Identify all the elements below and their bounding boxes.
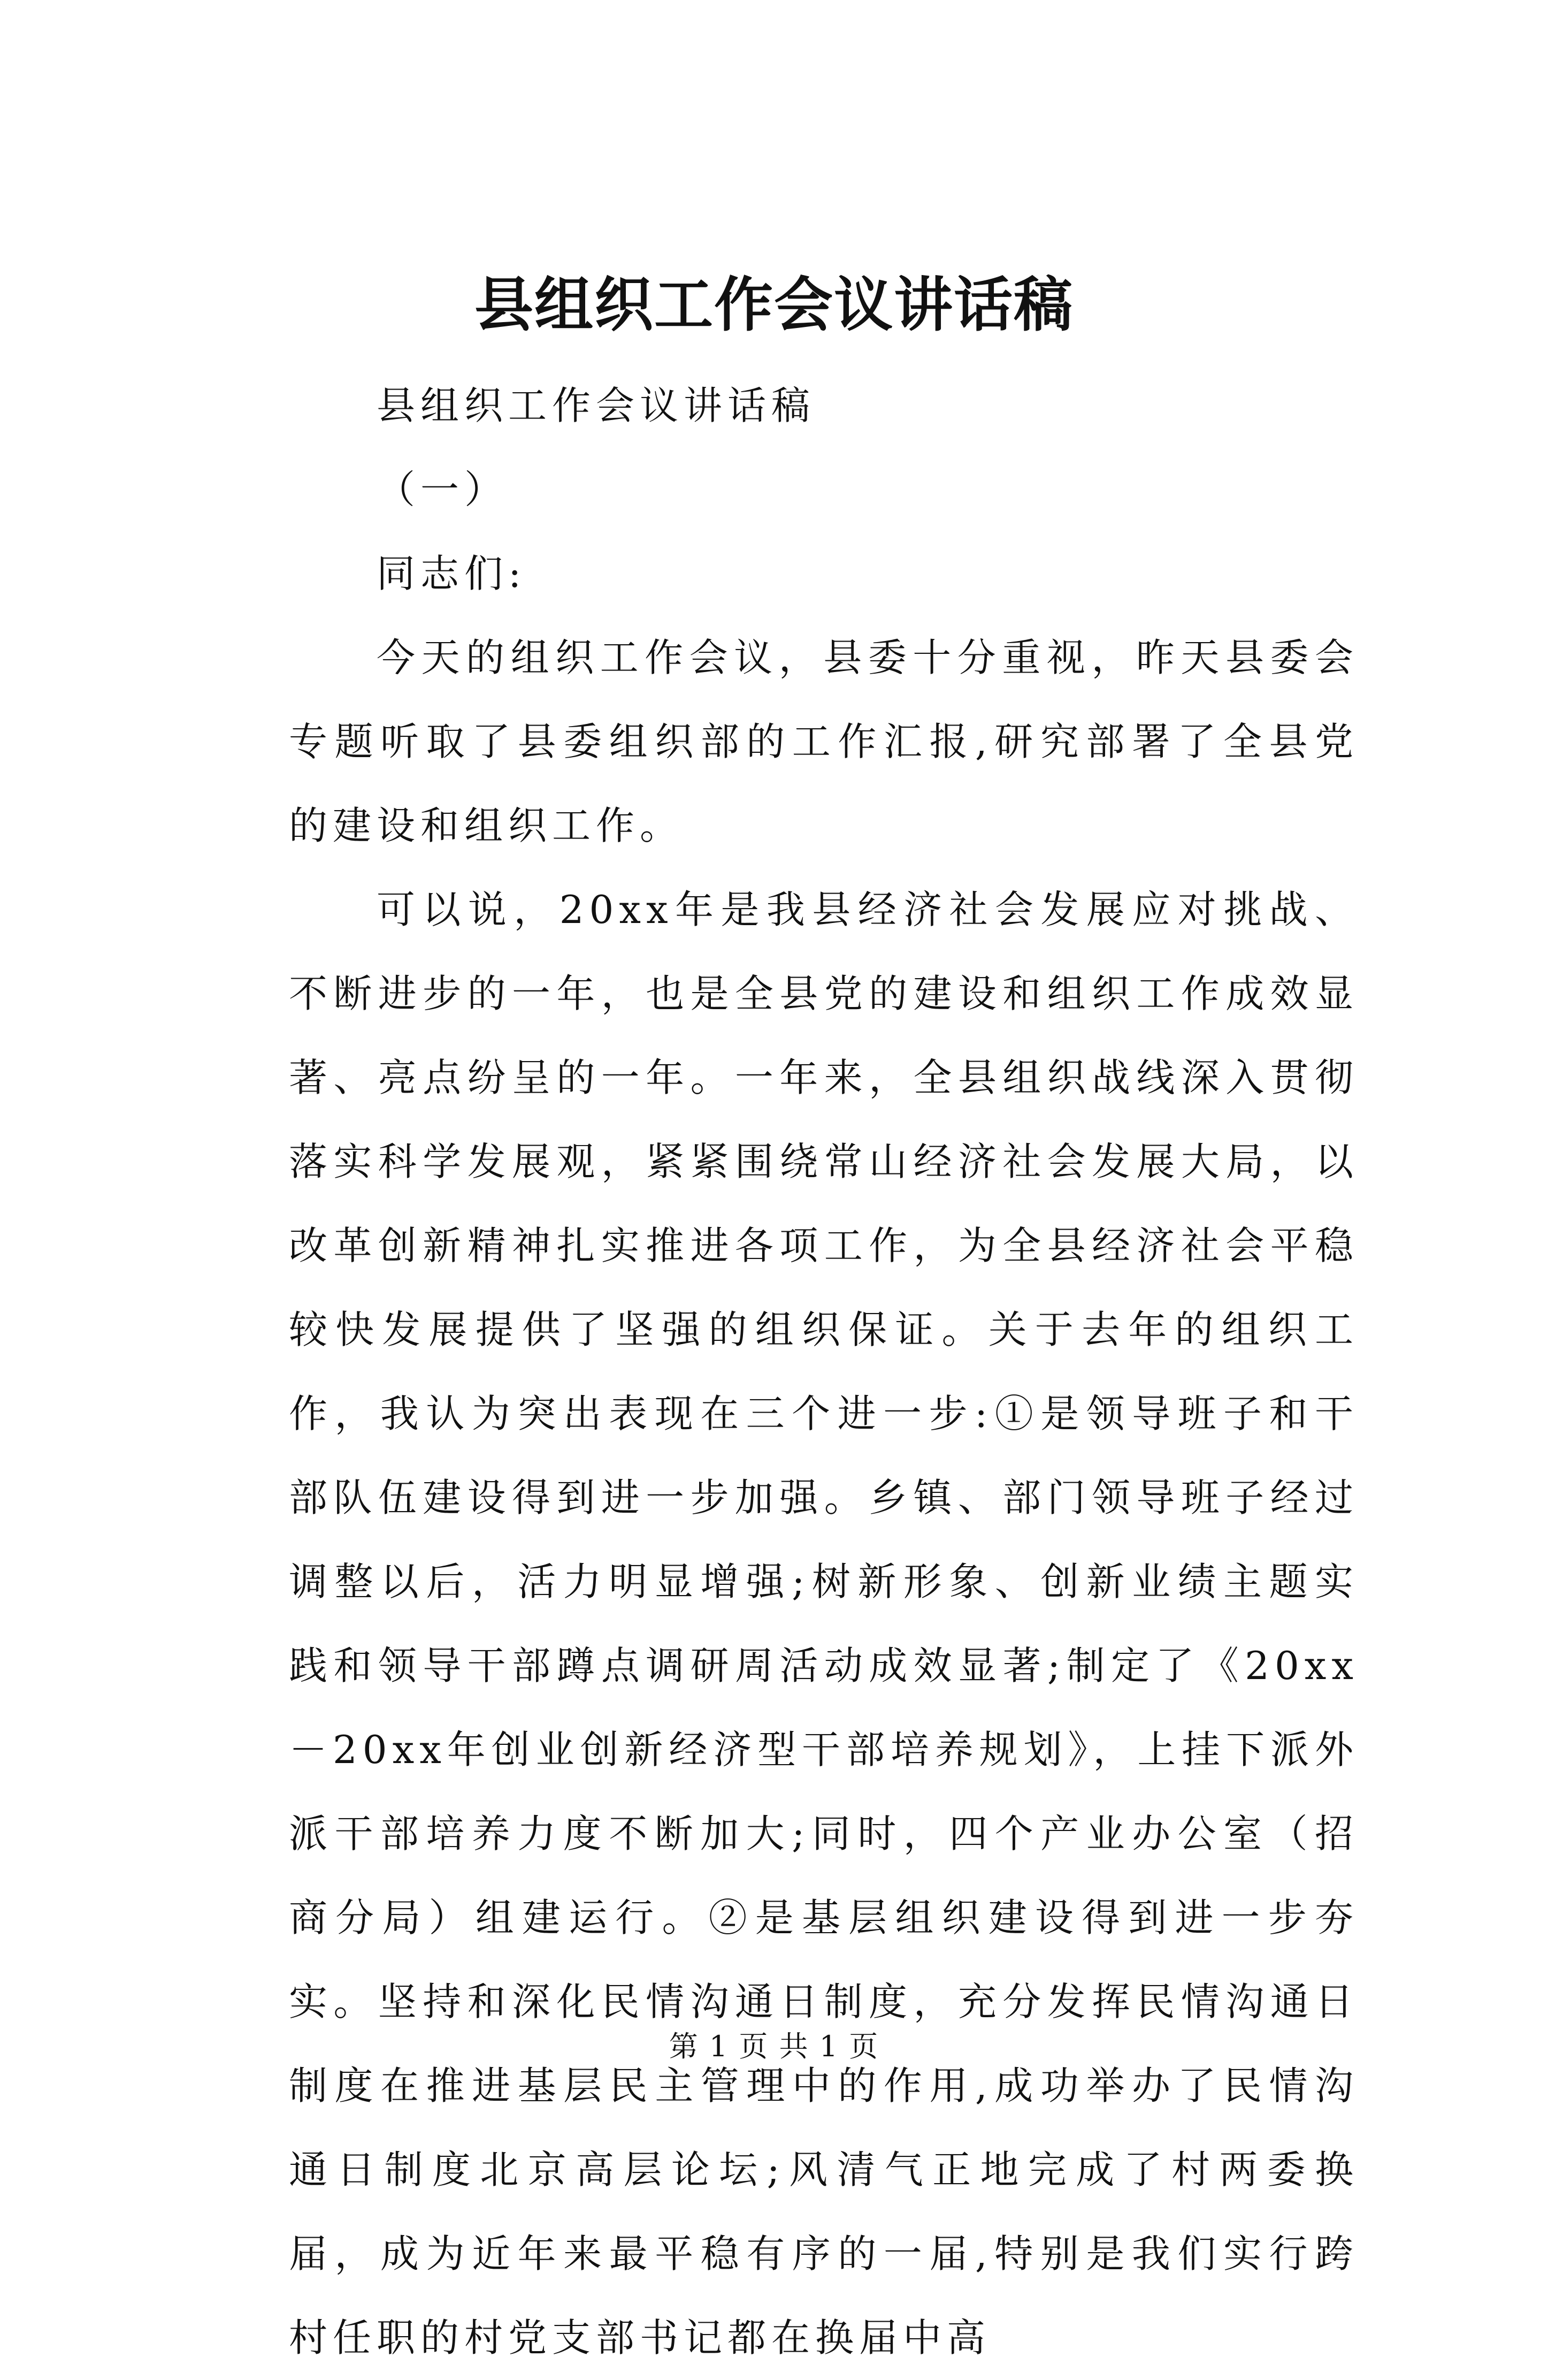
page-number-footer: 第 1 页 共 1 页 xyxy=(669,2030,879,2063)
document-body xyxy=(289,364,1359,2380)
document-title: 县组织工作会议讲话稿 xyxy=(474,270,1074,339)
paragraph: 今天的组织工作会议，县委十分重视，昨天县委会专题听取了县委组织部的工作汇报,研究部署了全县党的建设和组织工作。 xyxy=(289,635,1359,848)
section-number: （一） xyxy=(377,467,509,512)
body-heading: 县组织工作会议讲话稿 xyxy=(377,383,816,428)
salutation: 同志们: xyxy=(377,551,527,596)
paragraph: 可以说，20xx年是我县经济社会发展应对挑战、不断进步的一年，也是全县党的建设和组织工作成效显著、亮点纷呈的一年。一年来，全县组织战线深入贯彻落实科学发展观，紧紧围绕常山经济社会发展大局，以改革创新精神扎实推进各项工作，为全县经济社会平稳较快发展提供了坚强的组织保证。关于去年的组织工作，我认为突出表现在三个进一步:①是领导班子和干部队伍建设得到进一步加强。乡镇、部门领导班子经过调整以后，活力明显增强;树新形象、创新业绩主题实践和领导干部蹲点调研周活动成效显著;制定了《20xx－20xx年创业创新经济型干部培养规划》，上挂下派外派干部培养力度不断加大;同时，四个产业办公室（招商分局）组建运行。②是基层组织建设得到进一步夯实。坚持和深化民情沟通日制度，充分发挥民情沟通日制度在推进基层民主管理中的作用,成功举办了民情沟通日制度北京高层论坛;风清气正地完成了村两委换届，成为近年来最平稳有序的一届,特别是我们实行跨村任职的村党支部书记都在换届中高 xyxy=(289,887,1359,2360)
